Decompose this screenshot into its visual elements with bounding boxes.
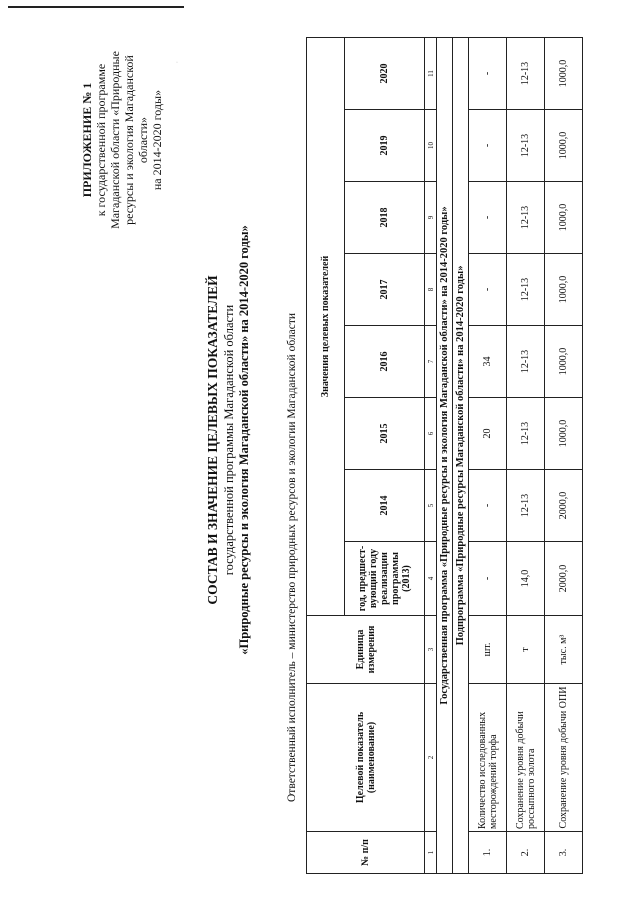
appendix-line: на 2014-2020 годы» [150, 89, 164, 191]
row-number: 2. [507, 832, 545, 874]
row-number: 3. [545, 832, 583, 874]
responsible-executor: Ответственный исполнитель – министерство природных ресурсов и экологии Магаданской области [286, 312, 298, 802]
document-title: СОСТАВ И ЗНАЧЕНИЕ ЦЕЛЕВЫХ ПОКАЗАТЕЛЕЙ [205, 275, 220, 605]
indicators-table [306, 37, 583, 874]
value-cell: 2000,0 [545, 470, 583, 542]
header-indicator: Целевой показатель (наименование) [307, 684, 425, 832]
column-number: 11 [425, 37, 437, 109]
column-number: 6 [425, 398, 437, 470]
table-row [469, 37, 507, 873]
unit-cell: тыс. м³ [545, 616, 583, 684]
value-cell: - [469, 110, 507, 182]
value-cell: 12-13 [507, 182, 545, 254]
indicator-name: Сохранение уровня добычи россыпного золота [507, 684, 545, 832]
value-cell: 34 [469, 326, 507, 398]
value-cell: - [469, 37, 507, 109]
header-unit: Единица измерения [307, 616, 425, 684]
value-cell: 1000,0 [545, 326, 583, 398]
value-cell: 1000,0 [545, 110, 583, 182]
value-cell: 1000,0 [545, 182, 583, 254]
table-row [507, 37, 545, 873]
value-cell: 12-13 [507, 398, 545, 470]
appendix-block [80, 40, 164, 240]
column-number: 1 [425, 832, 437, 874]
value-cell: 12-13 [507, 326, 545, 398]
header-year: 2017 [345, 254, 425, 326]
row-number: 1. [469, 832, 507, 874]
program-row: Государственная программа «Природные ресурсы и экология Магаданской области» на 2014-2020 годы» [437, 37, 453, 873]
appendix-line: к государственной программе [94, 63, 108, 217]
value-cell: 12-13 [507, 37, 545, 109]
header-year: 2014 [345, 470, 425, 542]
column-number: 10 [425, 110, 437, 182]
document-heading [204, 0, 252, 880]
value-cell: 12-13 [507, 254, 545, 326]
indicator-name: Количество исследованных месторождений торфа [469, 684, 507, 832]
column-number: 9 [425, 182, 437, 254]
column-number: 2 [425, 684, 437, 832]
header-year: 2020 [345, 37, 425, 109]
value-cell: - [469, 254, 507, 326]
value-cell: 1000,0 [545, 37, 583, 109]
column-number: 5 [425, 470, 437, 542]
value-cell: 1000,0 [545, 254, 583, 326]
header-year: 2019 [345, 110, 425, 182]
subprogram-row: Подпрограмма «Природные ресурсы Магаданской области» на 2014-2020 годы» [453, 37, 469, 873]
header-values-group: Значения целевых показателей [307, 37, 345, 615]
value-cell: 14,0 [507, 542, 545, 616]
value-cell: - [469, 182, 507, 254]
document-subtitle: государственной программы Магаданской области [222, 304, 236, 576]
unit-cell: т [507, 616, 545, 684]
column-number: 7 [425, 326, 437, 398]
value-cell: 2000,0 [545, 542, 583, 616]
value-cell: - [469, 542, 507, 616]
header-year: 2015 [345, 398, 425, 470]
indicator-name: Сохранение уровня добычи ОПИ [545, 684, 583, 832]
column-number: 8 [425, 254, 437, 326]
unit-cell: шт. [469, 616, 507, 684]
appendix-title: ПРИЛОЖЕНИЕ № 1 [80, 82, 94, 198]
program-name: «Природные ресурсы и экология Магаданской области» на 2014-2020 годы» [237, 225, 251, 655]
header-prev-year: год, предшест-вующий году реализации программы (2013) [345, 542, 425, 616]
value-cell: 20 [469, 398, 507, 470]
scan-dot: · [176, 60, 178, 66]
appendix-line: Магаданской области «Природные [108, 51, 122, 229]
value-cell: 12-13 [507, 110, 545, 182]
column-number: 3 [425, 616, 437, 684]
appendix-line: ресурсы и экология Магаданской области» [122, 55, 150, 225]
table-row [545, 37, 583, 873]
value-cell: 12-13 [507, 470, 545, 542]
header-year: 2016 [345, 326, 425, 398]
header-number: № п/п [307, 832, 425, 874]
column-number: 4 [425, 542, 437, 616]
value-cell: - [469, 470, 507, 542]
header-year: 2018 [345, 182, 425, 254]
value-cell: 1000,0 [545, 398, 583, 470]
